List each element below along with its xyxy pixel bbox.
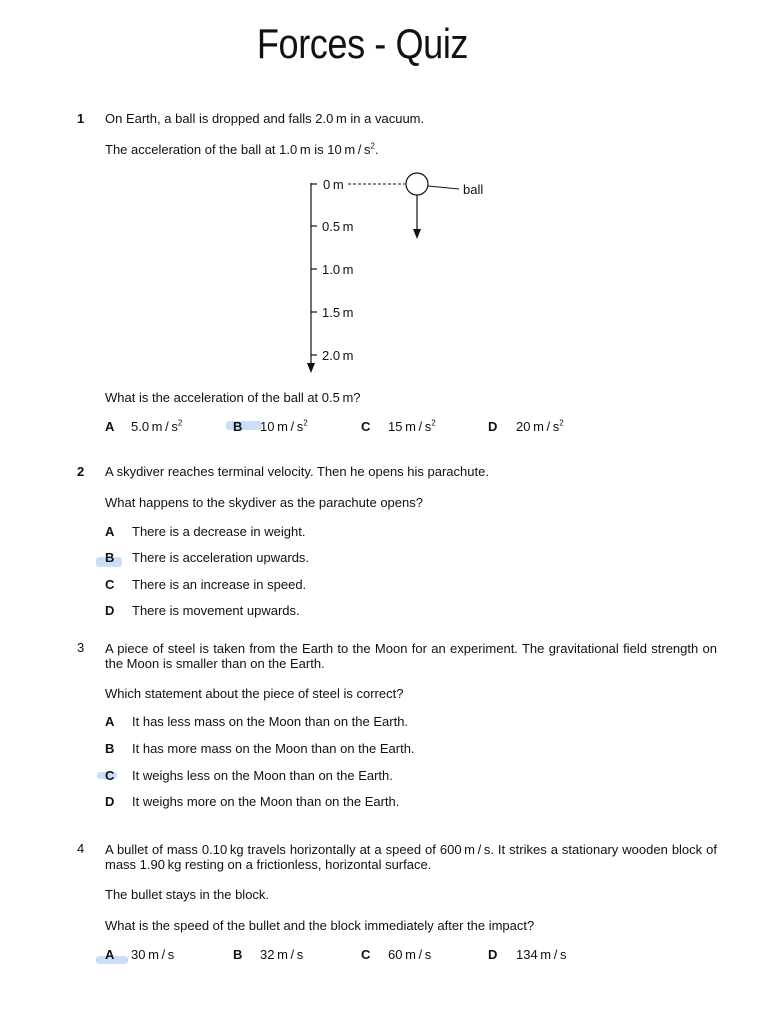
option-letter[interactable]: A — [105, 419, 115, 434]
option-text[interactable]: There is an increase in speed. — [132, 577, 307, 592]
option-text[interactable]: There is a decrease in weight. — [132, 524, 306, 539]
option-value[interactable]: 5.0 m / $s^2$ — [131, 418, 183, 434]
option-letter[interactable]: C — [361, 419, 371, 434]
question-number: 4 — [77, 841, 85, 856]
option-text[interactable]: It weighs less on the Moon than on the Earth. — [132, 768, 393, 783]
option-letter[interactable]: A — [105, 714, 115, 729]
option-letter[interactable]: B — [105, 741, 115, 756]
distance-label: 1.0 m — [322, 262, 354, 277]
question-prompt: What is the acceleration of the ball at 0.5 m? — [105, 390, 361, 405]
option-value[interactable]: 10 m / $s^2$ — [260, 418, 308, 434]
axis-arrowhead — [307, 363, 315, 373]
option-letter[interactable]: D — [105, 603, 115, 618]
option-letter[interactable]: C — [105, 768, 115, 783]
distance-label: 2.0 m — [322, 348, 354, 363]
question-text: A piece of steel is taken from the Earth to the Moon for an experiment. The gravitational field strength on the Moon is smaller than on the Earth. — [105, 641, 717, 671]
question-prompt: Which statement about the piece of steel is correct? — [105, 686, 404, 701]
option-text[interactable]: It weighs more on the Moon than on the Earth. — [132, 794, 400, 809]
option-text[interactable]: It has less mass on the Moon than on the Earth. — [132, 714, 409, 729]
option-text[interactable]: There is acceleration upwards. — [132, 550, 310, 565]
option-value[interactable]: 32 m / s — [260, 947, 304, 962]
question-text: A skydiver reaches terminal velocity. Then he opens his parachute. — [105, 464, 489, 479]
distance-label: 1.5 m — [322, 305, 354, 320]
question-number: 1 — [77, 111, 85, 126]
option-value[interactable]: 15 m / $s^2$ — [388, 418, 436, 434]
option-text[interactable]: It has more mass on the Moon than on the Earth. — [132, 741, 415, 756]
question-prompt: What is the speed of the bullet and the block immediately after the impact? — [105, 918, 535, 933]
option-letter[interactable]: D — [488, 419, 498, 434]
option-letter[interactable]: D — [105, 794, 115, 809]
question-text-2: The bullet stays in the block. — [105, 887, 270, 902]
option-letter[interactable]: C — [105, 577, 115, 592]
option-letter[interactable]: B — [105, 550, 115, 565]
option-value[interactable]: 60 m / s — [388, 947, 432, 962]
option-value[interactable]: 134 m / s — [516, 947, 567, 962]
question-text: On Earth, a ball is dropped and falls 2.0 m in a vacuum. — [105, 111, 425, 126]
option-value[interactable]: 30 m / s — [131, 947, 175, 962]
fall-arrowhead — [413, 229, 421, 239]
question-prompt: What happens to the skydiver as the parachute opens? — [105, 495, 423, 510]
distance-label: 0 m — [323, 177, 344, 192]
ball-label: ball — [463, 182, 484, 197]
question-text: A bullet of mass 0.10 kg travels horizontally at a speed of 600 m / s. It strikes a stationary wooden block of mass 1.90 kg resting on a frictionless, horizontal surface. — [105, 842, 717, 872]
option-letter[interactable]: A — [105, 947, 115, 962]
option-text[interactable]: There is movement upwards. — [132, 603, 300, 618]
option-value[interactable]: 20 m / $s^2$ — [516, 418, 564, 434]
distance-label: 0.5 m — [322, 219, 354, 234]
question-number: 2 — [77, 464, 85, 479]
option-letter[interactable]: D — [488, 947, 498, 962]
page-title: Forces - Quiz — [256, 20, 469, 67]
option-letter[interactable]: B — [233, 947, 243, 962]
option-letter[interactable]: A — [105, 524, 115, 539]
question-text-acceleration: The acceleration of the ball at 1.0 m is 10 m / $s^2$. — [105, 141, 379, 157]
option-letter[interactable]: C — [361, 947, 371, 962]
question-number: 3 — [77, 640, 85, 655]
option-letter[interactable]: B — [233, 419, 243, 434]
ball — [406, 173, 428, 195]
ball-label-leader — [428, 186, 459, 189]
